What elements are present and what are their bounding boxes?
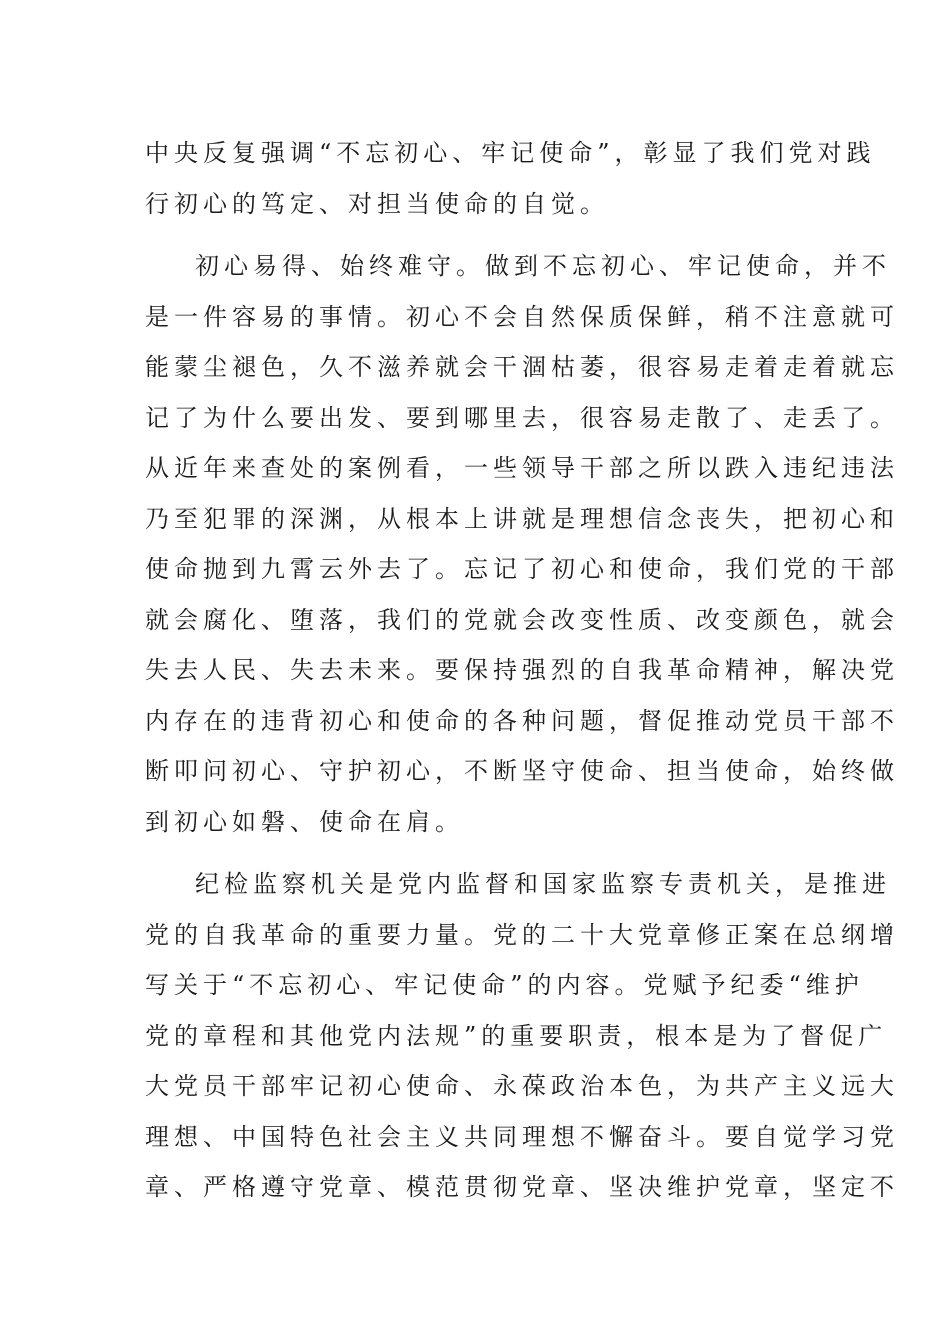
text-line: 大党员干部牢记初心使命、永葆政治本色，为共产主义远大 [145,1072,899,1100]
text-line: 乃至犯罪的深渊，从根本上讲就是理想信念丧失，把初心和 [145,504,899,533]
text-line: 就会腐化、堕落，我们的党就会改变性质、改变颜色，就会 [145,605,899,634]
paragraph-3 [145,859,899,1213]
text-line: 从近年来查处的案例看，一些领导干部之所以跌入违纪违法 [145,454,899,482]
text-line: 内存在的违背初心和使命的各种问题，督促推动党员干部不 [145,706,899,735]
document-body [145,128,899,1213]
text-line: 到初心如磐、使命在肩。 [145,807,464,836]
text-line: 失去人民、失去未来。要保持强烈的自我革命精神，解决党 [145,656,899,684]
text-line: 理想、中国特色社会主义共同理想不懈奋斗。要自觉学习党 [145,1122,899,1151]
text-line: 中央反复强调“不忘初心、牢记使命”，彰显了我们党对践 [145,139,876,167]
text-line: 章、严格遵守党章、模范贯彻党章、坚决维护党章，坚定不 [145,1173,899,1201]
text-line: 记了为什么要出发、要到哪里去，很容易走散了、走丢了。 [145,403,899,432]
paragraph-1 [145,128,876,229]
text-line: 纪检监察机关是党内监督和国家监察专责机关，是推进 [195,870,891,898]
text-line: 是一件容易的事情。初心不会自然保质保鲜，稍不注意就可 [145,302,899,331]
text-line: 行初心的笃定、对担当使命的自觉。 [145,189,609,218]
text-line: 党的自我革命的重要力量。党的二十大党章修正案在总纲增 [145,920,899,949]
text-line: 使命抛到九霄云外去了。忘记了初心和使命，我们党的干部 [145,555,899,583]
text-line: 党的章程和其他党内法规”的重要职责，根本是为了督促广 [145,1021,888,1050]
text-line: 能蒙尘褪色，久不滋养就会干涸枯萎，很容易走着走着就忘 [145,353,899,381]
text-line: 断叩问初心、守护初心，不断坚守使命、担当使命，始终做 [145,757,899,785]
text-line: 写关于“不忘初心、牢记使命”的内容。党赋予纪委“维护 [145,971,864,999]
paragraph-2 [145,241,899,847]
text-line: 初心易得、始终难守。做到不忘初心、牢记使命，并不 [195,252,891,280]
